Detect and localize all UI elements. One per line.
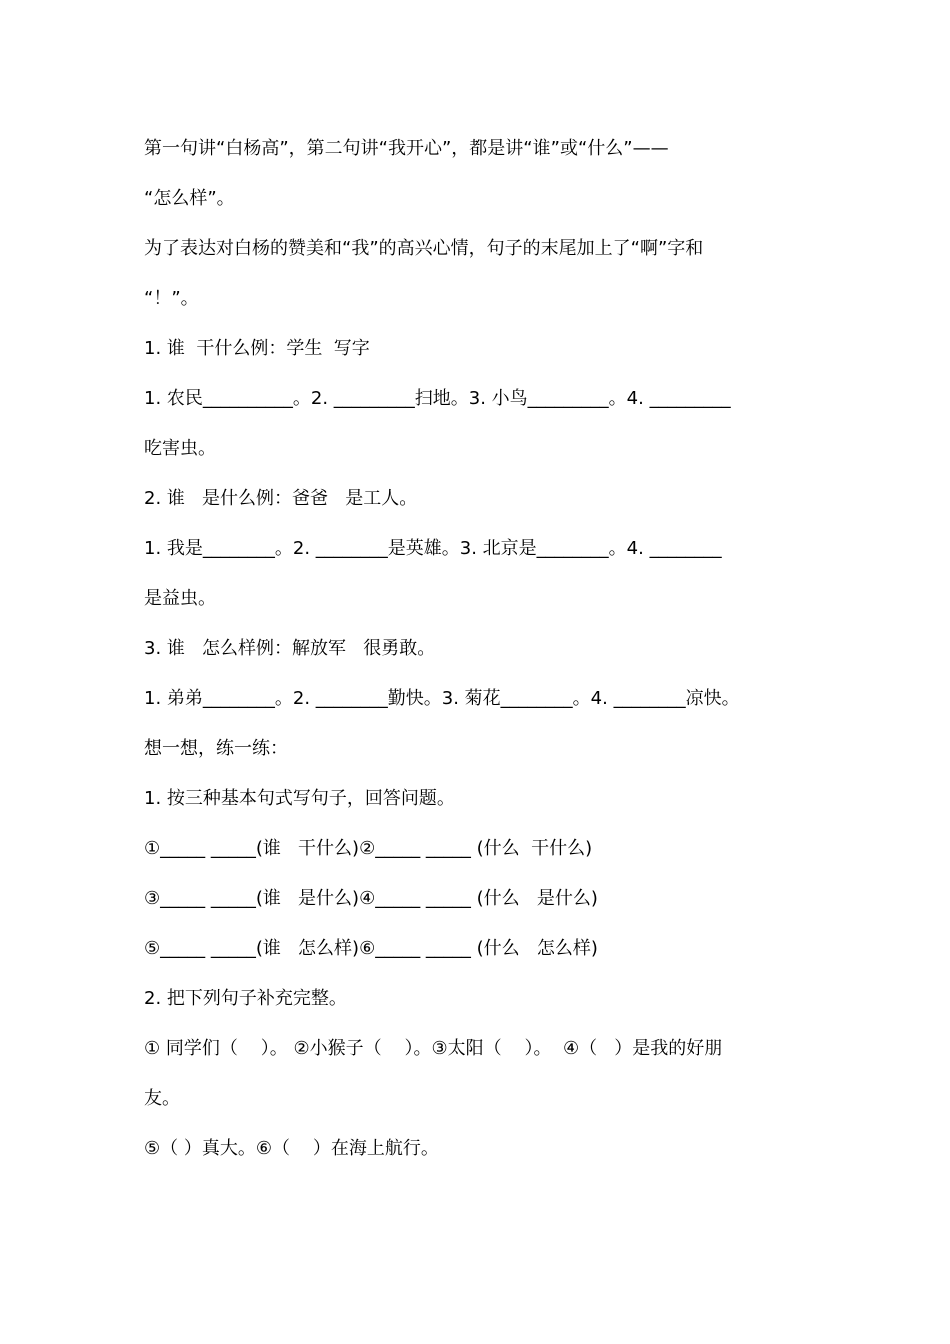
exercise-heading: 3. 谁 怎么样例：解放军 很勇敢。 (144, 638, 436, 659)
fill-blank-line: 1. 我是________。2. ________是英雄。3. 北京是________。4. ________ (144, 538, 722, 559)
paragraph-line: 第一句讲“白杨高”，第二句讲“我开心”，都是讲“谁”或“什么”—— (144, 138, 669, 159)
fill-blank-line: ⑤（ ）真大。⑥（ ）在海上航行。 (144, 1138, 439, 1159)
exercise-heading: 1. 谁 干什么例：学生 写字 (144, 338, 370, 359)
fill-blank-line: ① 同学们（ ）。 ②小猴子（ ）。③太阳（ ）。 ④（ ）是我的好朋 (144, 1038, 723, 1059)
exercise-heading: 2. 谁 是什么例：爸爸 是工人。 (144, 488, 418, 509)
paragraph-line: 为了表达对白杨的赞美和“我”的高兴心情，句子的末尾加上了“啊”字和 (144, 238, 704, 259)
section-heading: 想一想，练一练： (144, 738, 288, 759)
fill-blank-line: ①_____ _____(谁 干什么)②_____ _____ (什么 干什么) (144, 838, 593, 859)
document-body (144, 124, 808, 1174)
fill-blank-line: 吃害虫。 (144, 438, 216, 459)
paragraph-line: “怎么样”。 (144, 188, 235, 209)
question-line: 2. 把下列句子补充完整。 (144, 988, 347, 1009)
fill-blank-line: ⑤_____ _____(谁 怎么样)⑥_____ _____ (什么 怎么样) (144, 938, 598, 959)
question-line: 1. 按三种基本句式写句子，回答问题。 (144, 788, 455, 809)
fill-blank-line: 1. 农民__________。2. _________扫地。3. 小鸟_________。4. _________ (144, 388, 731, 409)
fill-blank-line: 是益虫。 (144, 588, 216, 609)
fill-blank-line: 友。 (144, 1088, 180, 1109)
fill-blank-line: 1. 弟弟________。2. ________勤快。3. 菊花________。4. ________凉快。 (144, 688, 740, 709)
paragraph-line: “！”。 (144, 288, 199, 309)
fill-blank-line: ③_____ _____(谁 是什么)④_____ _____ (什么 是什么) (144, 888, 598, 909)
